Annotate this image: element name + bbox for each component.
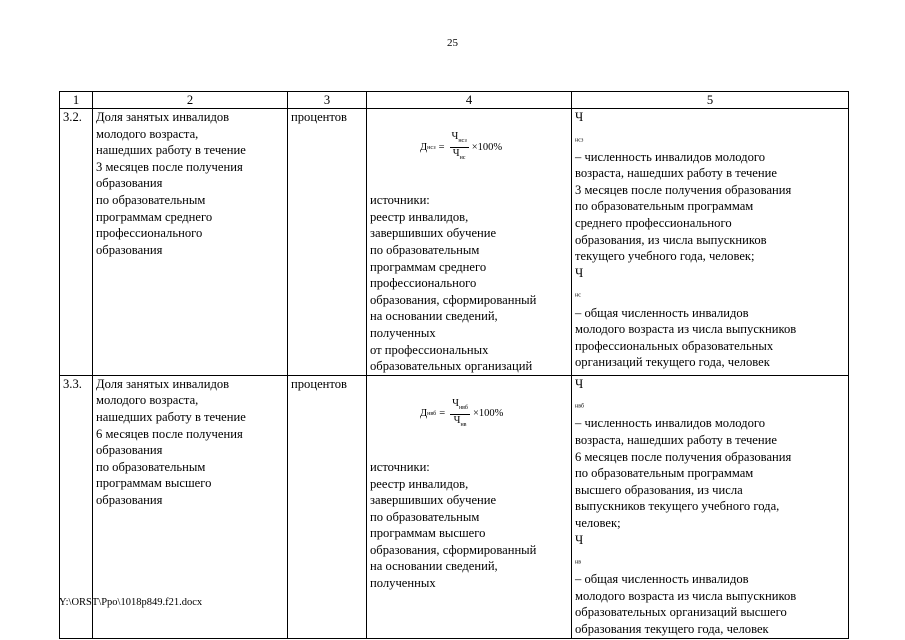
indicator-table (59, 91, 849, 639)
formula-source-cell (367, 109, 572, 376)
indicator-line: образования (96, 176, 163, 191)
description-line: 3 месяцев после получения образования (575, 182, 792, 197)
unit-text: процентов (291, 376, 347, 391)
source-line: образовательных организаций (370, 359, 533, 374)
source-line: источники: (370, 193, 430, 208)
variable-subscript: нвб (575, 403, 585, 410)
source-line: программам высшего (370, 526, 486, 541)
numerator-symbol: Ч (451, 131, 459, 142)
indicator-line: молодого возраста, (96, 126, 199, 141)
source-line: образования, сформированный (370, 542, 537, 557)
variable-symbol: Ч (575, 532, 584, 547)
description-cell (572, 109, 849, 376)
source-line: от профессиональных (370, 342, 489, 357)
indicator-line: по образовательным (96, 192, 206, 207)
denominator-sub: нв (460, 421, 467, 428)
unit-cell (288, 375, 367, 638)
page-number: 25 (447, 37, 458, 49)
header-col-1: 1 (60, 92, 93, 109)
formula-multiplier: ×100% (471, 141, 503, 153)
indicator-line: нашедших работу в течение (96, 409, 246, 424)
denominator-symbol: Ч (452, 148, 460, 160)
formula-fraction (450, 131, 469, 164)
header-col-4: 4 (367, 92, 572, 109)
source-line: завершивших обучение (370, 226, 497, 241)
description-line: высшего образования, из числа (575, 482, 743, 497)
description-text: – общая численность инвалидов (575, 572, 749, 587)
source-line: по образовательным (370, 509, 480, 524)
description-line: молодого возраста из числа выпускников (575, 322, 797, 337)
indicator-line: профессионального (96, 226, 203, 241)
formula (420, 131, 568, 164)
denominator-sub: нс (459, 155, 466, 162)
source-line: источники: (370, 459, 430, 474)
formula-fraction (450, 398, 470, 431)
unit-cell (288, 109, 367, 376)
row-number: 3.2. (63, 110, 82, 124)
indicator-line: Доля занятых инвалидов (96, 376, 230, 391)
header-col-3: 3 (288, 92, 367, 109)
source-line: полученных (370, 325, 436, 340)
indicator-line: 6 месяцев после получения (96, 426, 243, 441)
formula-source-cell (367, 375, 572, 638)
table-header-row (60, 92, 849, 109)
variable-subscript: нсз (575, 137, 584, 144)
source-line: на основании сведений, (370, 309, 498, 324)
numerator-sub: нсз (458, 138, 467, 145)
description-line (575, 109, 845, 165)
indicator-line: по образовательным (96, 459, 206, 474)
file-path-footer: Y:\ORST\Ppo\1018p849.f21.docx (59, 597, 203, 608)
description-line: организаций текущего года, человек (575, 355, 770, 370)
description-line: образовательных организаций высшего (575, 605, 787, 620)
description-line: молодого возраста из числа выпускников (575, 588, 797, 603)
formula-lhs: Д (420, 141, 428, 153)
description-text: – численность инвалидов молодого (575, 416, 766, 431)
source-line: профессионального (370, 276, 477, 291)
formula-denominator (451, 148, 468, 164)
formula-denominator (452, 415, 469, 431)
indicator-line: Доля занятых инвалидов (96, 110, 230, 124)
variable-subscript: нс (575, 292, 581, 299)
formula (420, 398, 568, 431)
indicator-line: нашедших работу в течение (96, 143, 246, 158)
indicator-line: программам высшего (96, 476, 212, 491)
source-line: полученных (370, 576, 436, 591)
indicator-line: образования (96, 443, 163, 458)
unit-text: процентов (291, 110, 347, 124)
source-line: программам среднего (370, 259, 487, 274)
formula-lhs-sub: нвб (427, 411, 437, 418)
formula-numerator (450, 398, 470, 415)
formula-equals: = (438, 141, 445, 153)
description-line: по образовательным программам (575, 199, 754, 214)
header-col-2: 2 (93, 92, 288, 109)
description-line: 6 месяцев после получения образования (575, 449, 792, 464)
description-text: – численность инвалидов молодого (575, 149, 766, 164)
description-line: образования текущего года, человек (575, 622, 769, 637)
description-cell (572, 375, 849, 638)
description-line (575, 376, 845, 432)
row-number: 3.3. (63, 376, 82, 391)
indicator-line: образования (96, 492, 163, 507)
description-line (575, 265, 845, 321)
description-line (575, 532, 845, 588)
description-line: возраста, нашедших работу в течение (575, 166, 777, 181)
table-row (60, 109, 849, 376)
source-line: реестр инвалидов, (370, 476, 469, 491)
description-text: – общая численность инвалидов (575, 305, 749, 320)
variable-symbol: Ч (575, 265, 584, 280)
indicator-line: 3 месяцев после получения (96, 159, 243, 174)
header-col-5: 5 (572, 92, 849, 109)
description-line: образования, из числа выпускников (575, 232, 767, 247)
indicator-name-cell (93, 109, 288, 376)
numerator-sub: нвб (458, 404, 468, 411)
description-line: выпускников текущего учебного года, (575, 499, 780, 514)
formula-lhs: Д (420, 408, 428, 420)
source-line: на основании сведений, (370, 559, 498, 574)
description-line: человек; (575, 515, 621, 530)
variable-symbol: Ч (575, 110, 584, 124)
variable-symbol: Ч (575, 376, 584, 391)
source-line: образования, сформированный (370, 292, 537, 307)
source-line: завершивших обучение (370, 493, 497, 508)
description-line: по образовательным программам (575, 466, 754, 481)
formula-numerator (450, 131, 469, 148)
description-line: возраста, нашедших работу в течение (575, 433, 777, 448)
formula-multiplier: ×100% (472, 408, 504, 420)
numerator-symbol: Ч (452, 397, 459, 409)
description-line: текущего учебного года, человек; (575, 249, 755, 264)
source-line: реестр инвалидов, (370, 209, 469, 224)
description-line: среднего профессионального (575, 216, 732, 231)
row-number-cell (60, 109, 93, 376)
indicator-line: образования (96, 242, 163, 257)
variable-subscript: нв (575, 559, 582, 566)
formula-equals: = (439, 408, 446, 420)
formula-lhs-sub: нсз (427, 144, 436, 151)
indicator-line: молодого возраста, (96, 393, 199, 408)
description-line: профессиональных образовательных (575, 338, 774, 353)
denominator-symbol: Ч (453, 414, 461, 426)
indicator-line: программам среднего (96, 209, 213, 224)
source-line: по образовательным (370, 242, 480, 257)
